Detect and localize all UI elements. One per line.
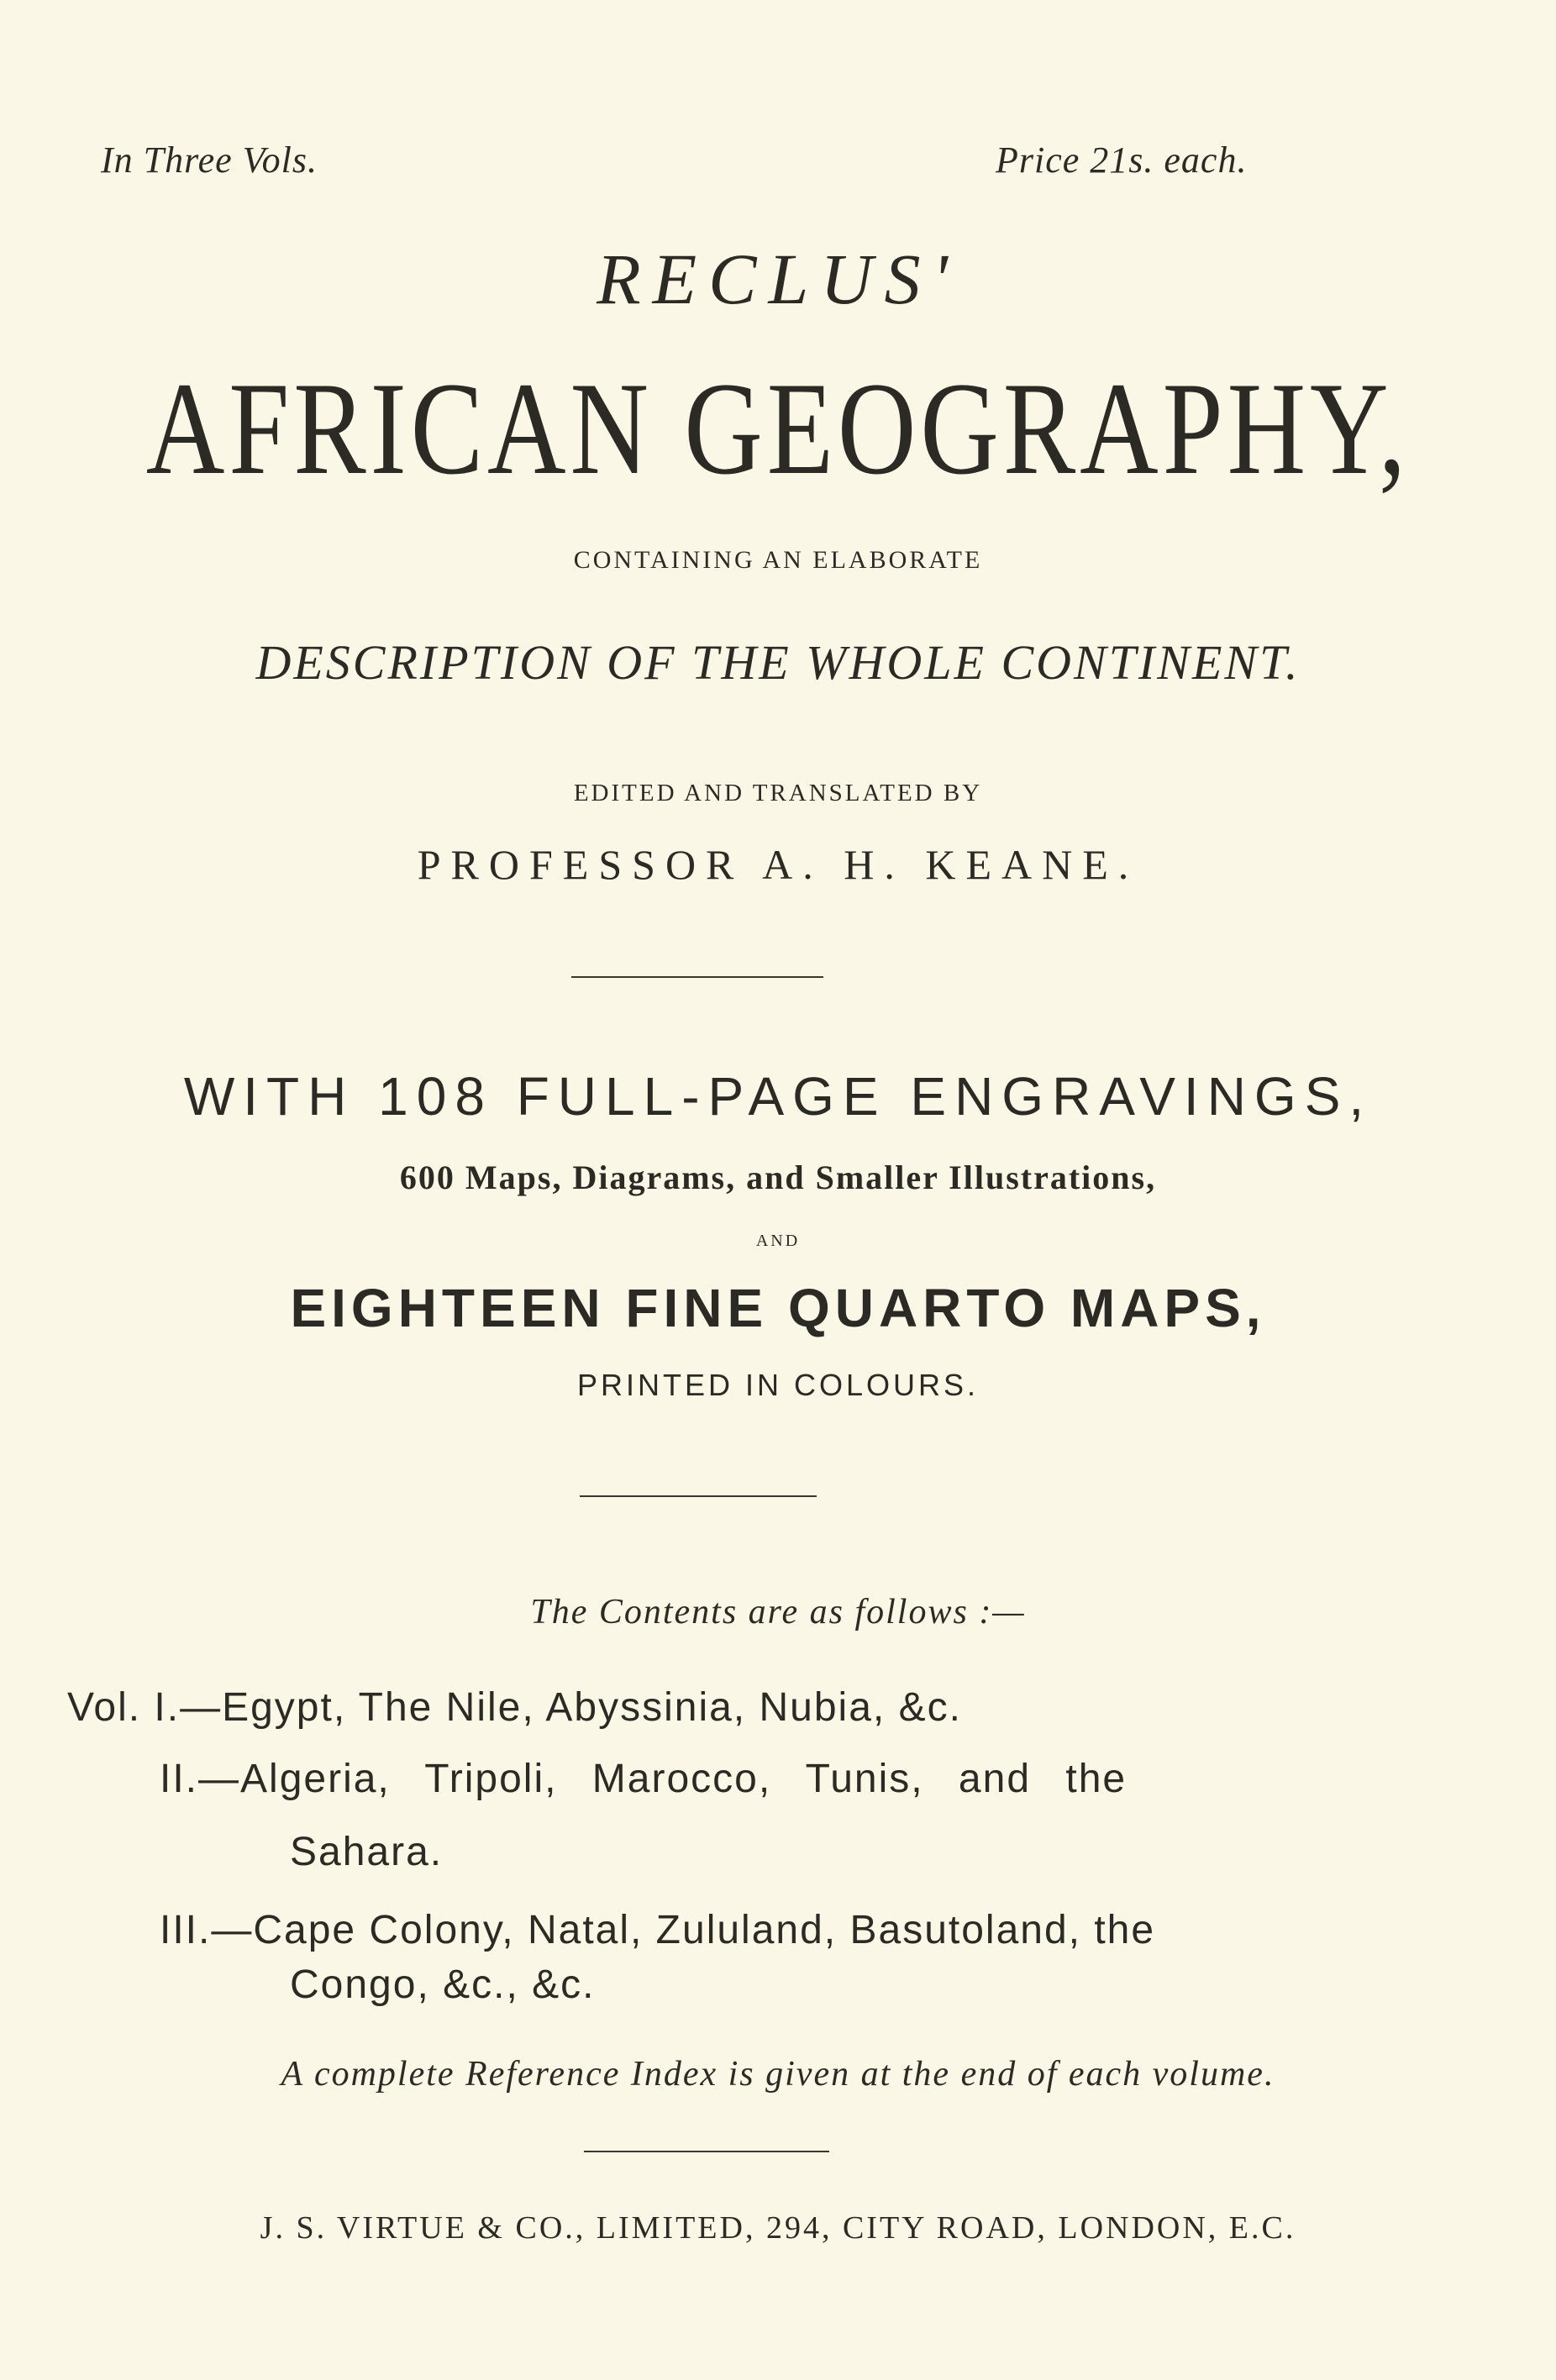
volume-2-entry-continued: Sahara. — [290, 1830, 444, 1874]
edited-by-line: EDITED AND TRANSLATED BY — [573, 780, 983, 806]
contents-intro: The Contents are as follows :— — [530, 1593, 1026, 1631]
quarto-maps-line: EIGHTEEN FINE QUARTO MAPS, — [290, 1278, 1266, 1338]
engravings-line: WITH 108 FULL-PAGE ENGRAVINGS, — [183, 1066, 1373, 1127]
volume-2-entry: II.—Algeria, Tripoli, Marocco, Tunis, and the — [160, 1757, 1128, 1801]
price-note: Price 21s. each. — [996, 139, 1248, 181]
volume-3-entry-continued: Congo, &c., &c. — [290, 1962, 596, 2007]
divider-rule — [584, 2151, 829, 2152]
subtitle-containing: CONTAINING AN ELABORATE — [573, 546, 983, 574]
reference-index-note: A complete Reference Index is given at the end of each volume. — [281, 2055, 1275, 2094]
divider-rule — [571, 976, 823, 978]
divider-rule — [580, 1495, 817, 1497]
book-title: AFRICAN GEOGRAPHY, — [145, 355, 1411, 502]
volume-1-entry: Vol. I.—Egypt, The Nile, Abyssinia, Nubia, &c. — [67, 1685, 962, 1730]
printed-line: PRINTED IN COLOURS. — [576, 1368, 980, 1402]
and-line: AND — [755, 1232, 801, 1250]
editor-name: PROFESSOR A. H. KEANE. — [417, 841, 1139, 888]
subtitle-description: DESCRIPTION OF THE WHOLE CONTINENT. — [255, 635, 1301, 690]
volume-3-entry: III.—Cape Colony, Natal, Zululand, Basutoland, the — [160, 1908, 1156, 1952]
publisher-imprint: J. S. VIRTUE & CO., LIMITED, 294, CITY ROAD, LONDON, E.C. — [260, 2210, 1296, 2246]
volumes-note: In Three Vols. — [101, 139, 318, 181]
maps-line: 600 Maps, Diagrams, and Smaller Illustrations, — [399, 1158, 1157, 1196]
author-title: RECLUS' — [597, 239, 959, 319]
